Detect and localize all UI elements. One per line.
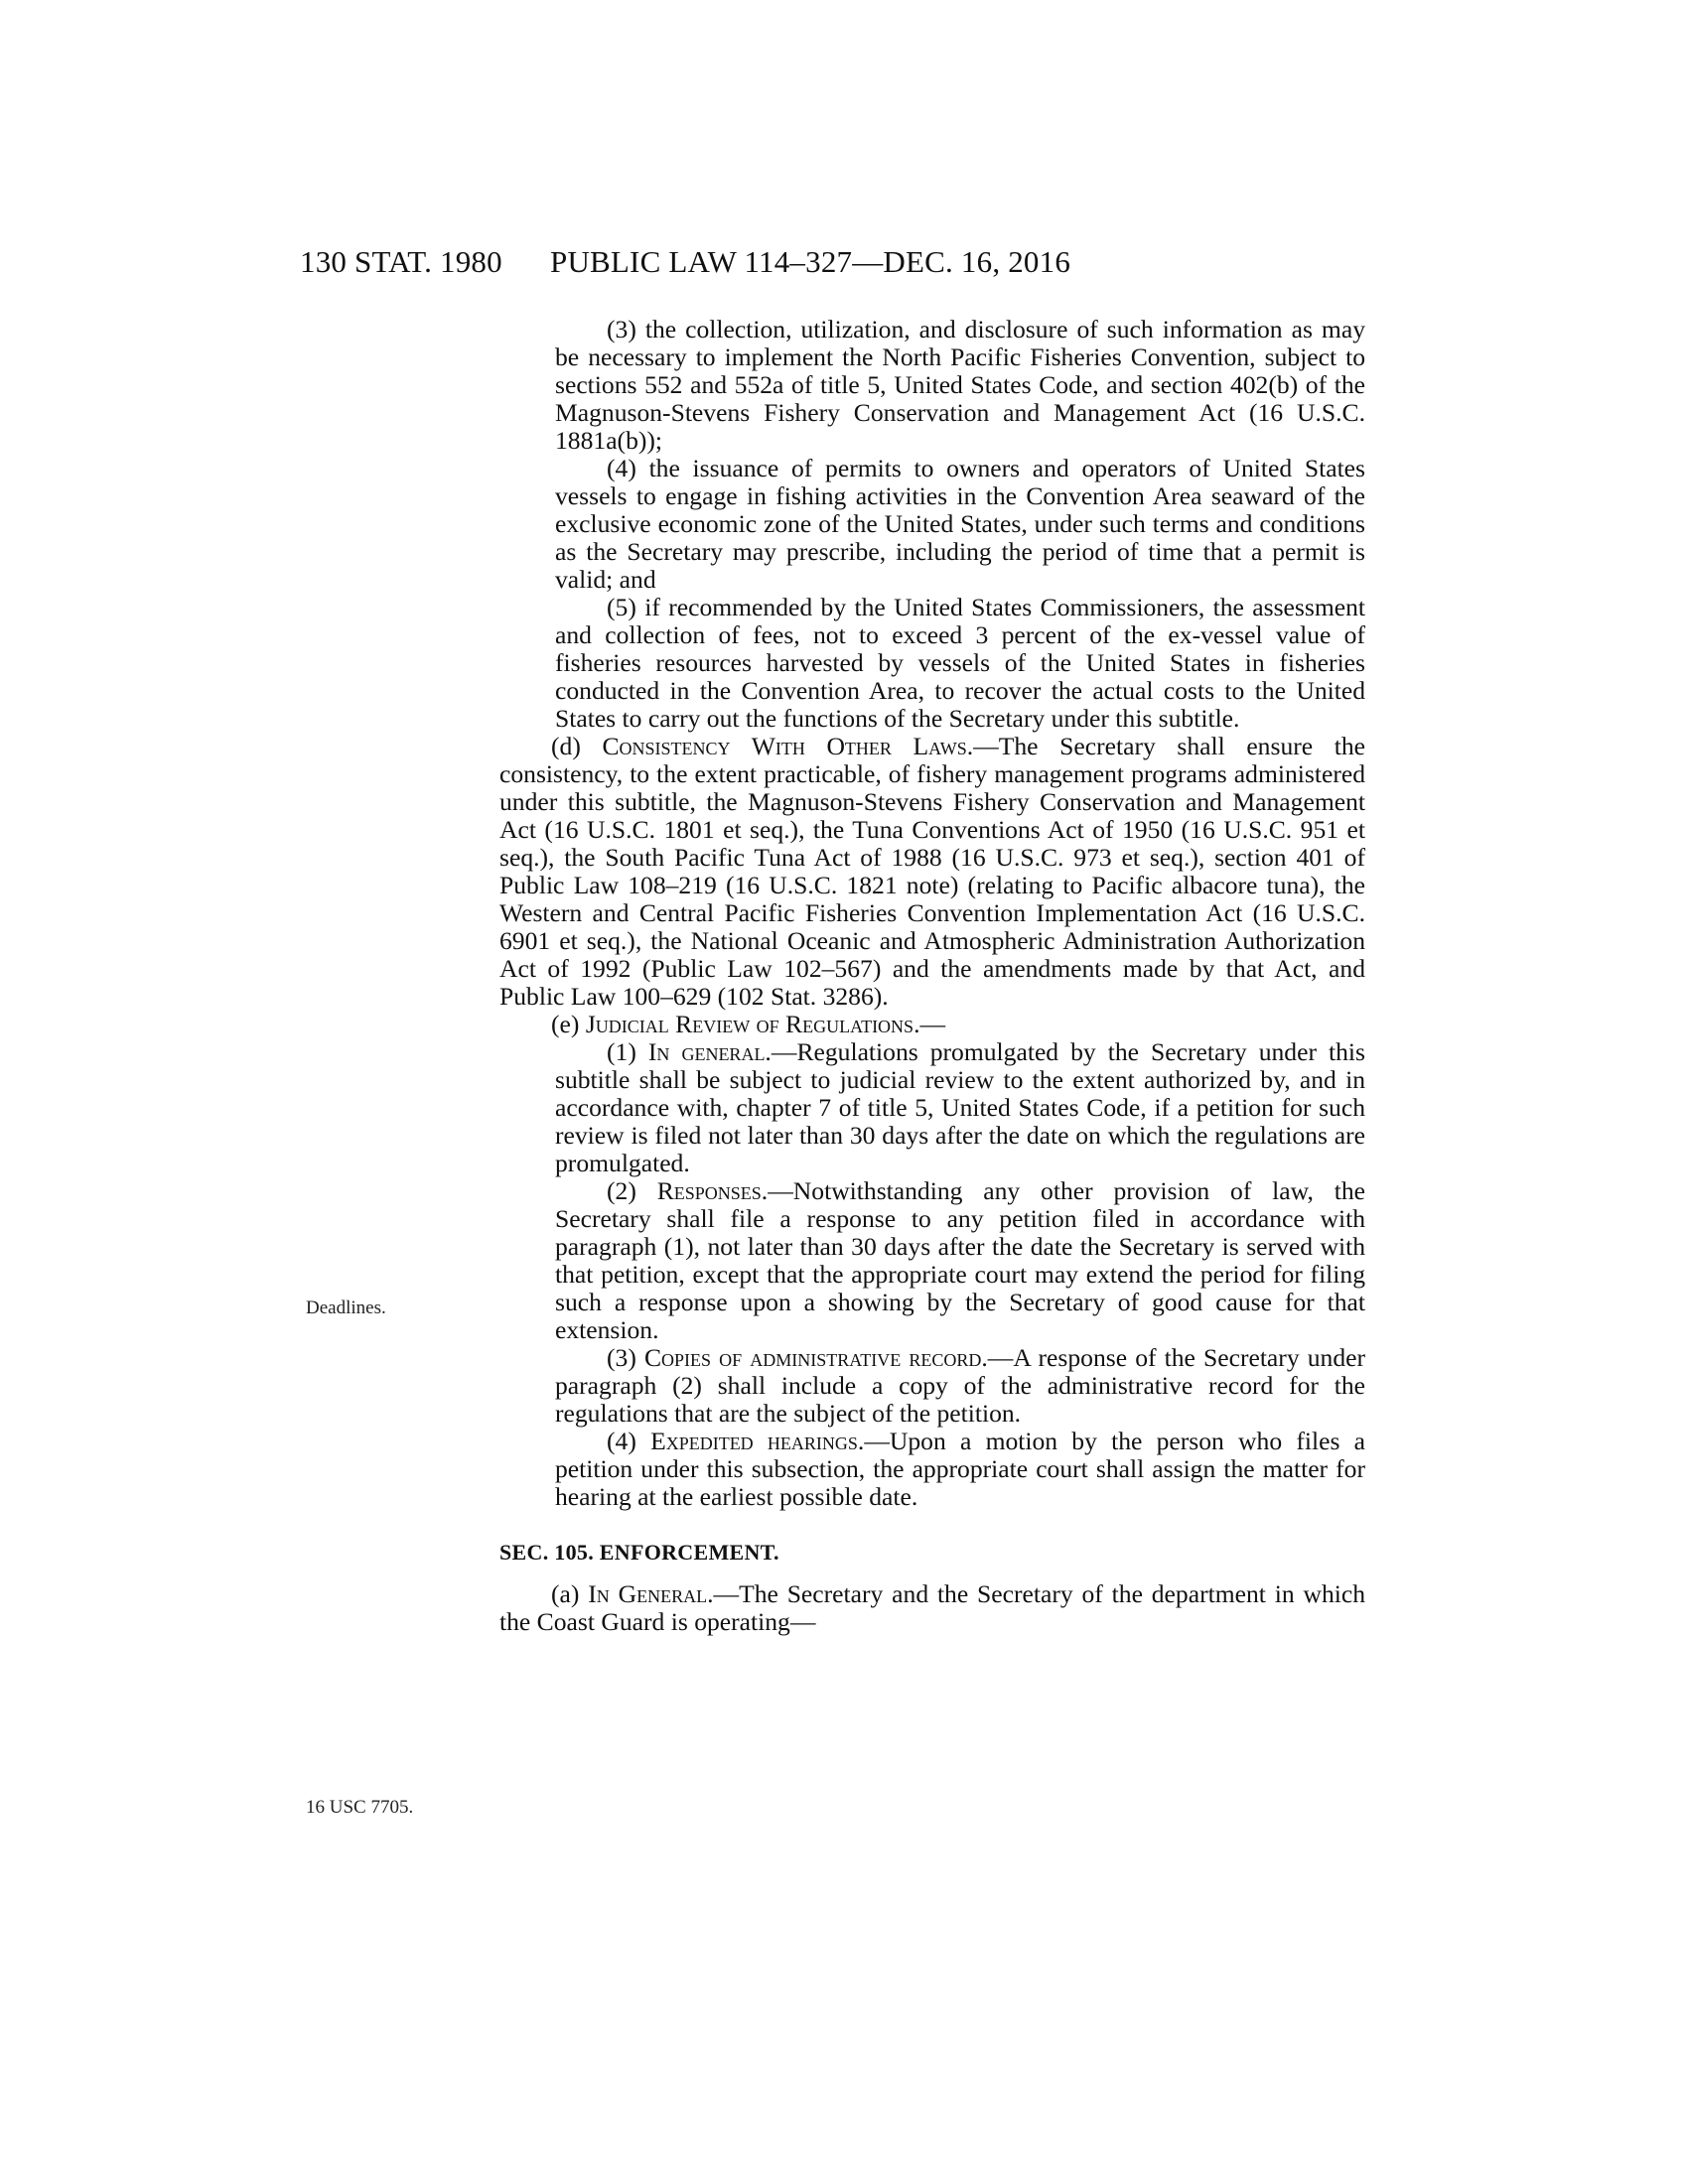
paragraph-e1-heading: In general. [647, 1037, 772, 1066]
stat-page-number: 130 STAT. 1980 [300, 244, 502, 279]
paragraph-e4-label: (4) [607, 1427, 651, 1455]
paragraph-e1-text: —Regulations promulgated by the Secretary under this subtitle shall be subject to judicial review to the extent authorized by, and in accordance with, chapter 7 of title 5, United States Code, if a petition for such review is filed not later than 30 days after the date on which the regulations are promulgated. [555, 1037, 1366, 1177]
margin-note-deadlines: Deadlines. [306, 1297, 386, 1318]
paragraph-3: (3) the collection, utilization, and disclosure of such information as may be necessary to implement the North Pacific Fisheries Convention, subject to sections 552 and 552a of title 5, United States Code, and section 402(b) of the Magnuson-Stevens Fishery Conservation and Management Act (16 U.S.C. 1881a(b)); [555, 315, 1365, 455]
subsection-e-dash: — [919, 1010, 946, 1038]
subsection-a-heading: In General. [588, 1579, 714, 1608]
subsection-a-text: —The Secretary and the Secretary of the department in which the Coast Guard is operating— [499, 1579, 1366, 1636]
paragraph-e1-label: (1) [607, 1037, 648, 1066]
page-header [0, 244, 1688, 284]
subsection-d-text: —The Secretary shall ensure the consistency, to the extent practicable, of fishery management programs administered under this subtitle, the Magnuson-Stevens Fishery Conservation and Management Act (16 U.S.C. 1801 et seq.), the Tuna Conventions Act of 1950 (16 U.S.C. 951 et seq.), the South Pacific Tuna Act of 1988 (16 U.S.C. 973 et seq.), section 401 of Public Law 108–219 (16 U.S.C. 1821 note) (relating to Pacific albacore tuna), the Western and Central Pacific Fisheries Convention Implementation Act (16 U.S.C. 6901 et seq.), the National Oceanic and Atmospheric Administration Authorization Act of 1992 (Public Law 102–567) and the amendments made by that Act, and Public Law 100–629 (102 Stat. 3286). [499, 732, 1365, 1011]
subsection-d [499, 733, 1365, 1011]
paragraph-e1 [555, 1038, 1365, 1177]
paragraph-4: (4) the issuance of permits to owners and operators of United States vessels to engage in fishing activities in the Convention Area seaward of the exclusive economic zone of the United States, under such terms and conditions as the Secretary may prescribe, including the period of time that a permit is valid; and [555, 454, 1365, 594]
paragraph-e4-text: —Upon a motion by the person who files a petition under this subsection, the appropriate court shall assign the matter for hearing at the earliest possible date. [555, 1427, 1365, 1511]
paragraph-5: (5) if recommended by the United States Commissioners, the assessment and collection of fees, not to exceed 3 percent of the ex-vessel value of fisheries resources harvested by vessels of the United States in fisheries conducted in the Convention Area, to recover the actual costs to the United States to carry out the functions of the Secretary under this subtitle. [555, 593, 1365, 733]
paragraph-e3-heading: Copies of administrative record. [643, 1343, 988, 1372]
margin-note-usc-citation: 16 USC 7705. [306, 1797, 414, 1818]
subsection-e-heading: Judicial Review of Regulations. [585, 1010, 920, 1038]
subsection-d-heading: Consistency With Other Laws. [602, 732, 974, 760]
section-105-heading: SEC. 105. ENFORCEMENT. [499, 1540, 779, 1565]
law-title: PUBLIC LAW 114–327—DEC. 16, 2016 [550, 244, 1071, 279]
subsection-a-label: (a) [551, 1579, 589, 1608]
paragraph-e3 [555, 1344, 1365, 1428]
paragraph-e4-heading: Expedited hearings. [650, 1427, 865, 1455]
subsection-d-label: (d) [551, 732, 603, 760]
paragraph-e4 [555, 1428, 1365, 1511]
paragraph-e2-text: —Notwithstanding any other provision of law, the Secretary shall file a response to any petition filed in accordance with paragraph (1), not later than 30 days after the date the Secretary is served with that petition, except that the appropriate court may extend the period for filing such a response upon a showing by the Secretary of good cause for that extension. [555, 1176, 1365, 1344]
paragraph-e2-label: (2) [607, 1176, 657, 1205]
body-text [499, 316, 1365, 1636]
paragraph-e3-text: —A response of the Secretary under paragraph (2) shall include a copy of the administrative record for the regulations that are the subject of the petition. [555, 1343, 1365, 1428]
paragraph-e3-label: (3) [607, 1343, 644, 1372]
subsection-a [499, 1580, 1365, 1636]
subsection-e [499, 1011, 1365, 1038]
paragraph-e2-heading: Responses. [656, 1176, 769, 1205]
subsection-e-label: (e) [551, 1010, 586, 1038]
paragraph-e2 [555, 1177, 1365, 1344]
